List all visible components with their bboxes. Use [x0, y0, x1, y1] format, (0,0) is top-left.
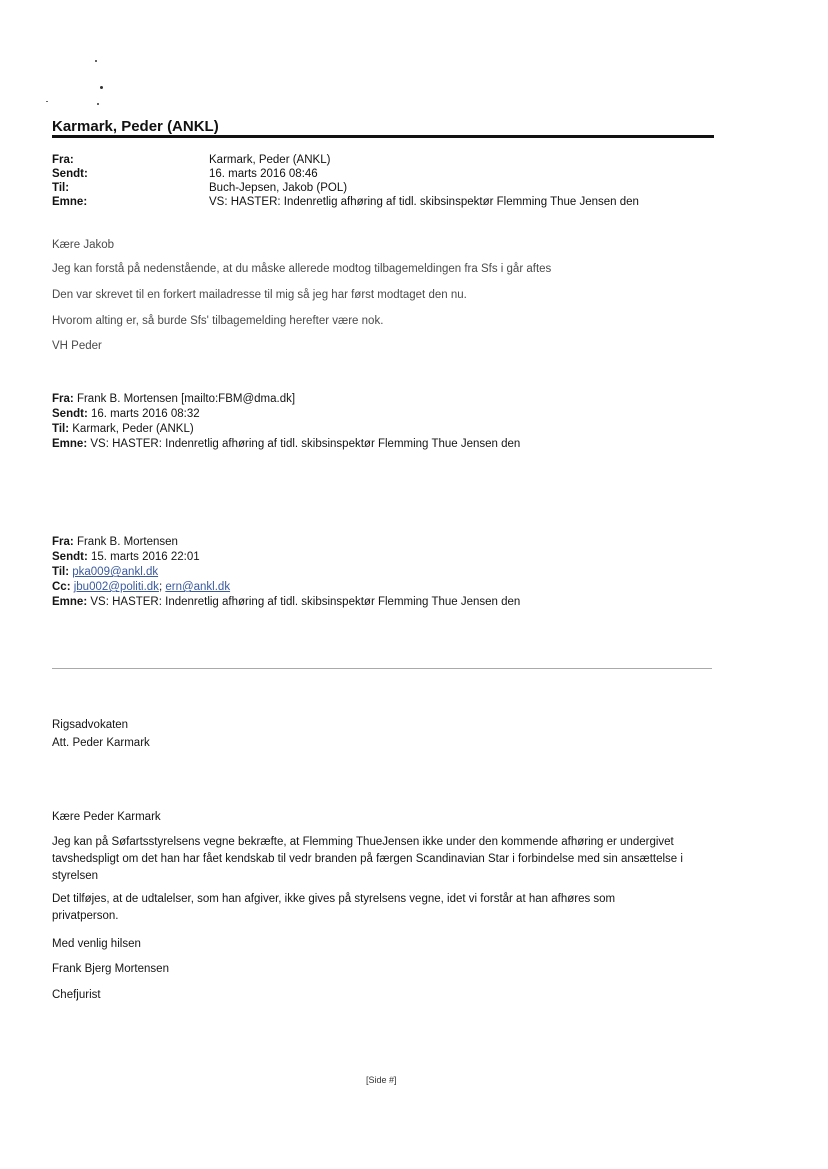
header-label: Emne: [52, 196, 88, 208]
letter-salutation: Kære Peder Karmark [52, 811, 161, 823]
field-label: Til: [52, 566, 70, 578]
letter-sender-name: Frank Bjerg Mortensen [52, 963, 169, 975]
scan-speck [100, 86, 103, 89]
forward-header-1 [52, 392, 520, 452]
header-sent: 16. marts 2016 08:46 [209, 168, 318, 180]
header-label: Til: [52, 182, 70, 194]
scan-speck [46, 101, 48, 102]
field-label: Til: [52, 423, 70, 435]
to-email-link[interactable]: pka009@ankl.dk [72, 566, 159, 578]
field-label: Emne: [52, 596, 88, 608]
forward-from: Frank B. Mortensen [76, 536, 178, 548]
field-label: Sendt: [52, 551, 88, 563]
cc-email-link[interactable]: jbu002@politi.dk [73, 581, 159, 593]
forward-subject: VS: HASTER: Indenretlig afhøring af tidl. skibsinspektør Flemming Thue Jensen den [90, 438, 521, 450]
document-banner: Karmark, Peder (ANKL) [52, 118, 219, 135]
reply-line: Hvorom alting er, så burde Sfs' tilbagemelding herefter være nok. [52, 315, 384, 327]
field-label: Fra: [52, 536, 74, 548]
letter-recipient: Rigsadvokaten [52, 719, 129, 731]
field-label: Sendt: [52, 408, 88, 420]
letter-recipient-att: Att. Peder Karmark [52, 737, 150, 749]
letter-closing: Med venlig hilsen [52, 938, 141, 950]
scan-speck [95, 60, 97, 62]
forward-sent: 16. marts 2016 08:32 [90, 408, 200, 420]
page-footer: [Side #] [366, 1075, 397, 1085]
message-divider [52, 668, 712, 669]
letter-paragraph: Det tilføjes, at de udtalelser, som han afgiver, ikke gives på styrelsens vegne, idet vi forstår at han afhøres som privatperson. [52, 893, 616, 922]
forward-from: Frank B. Mortensen [mailto:FBM@dma.dk] [76, 393, 296, 405]
reply-greeting: Kære Jakob [52, 239, 115, 251]
banner-rule [52, 135, 714, 138]
cc-email-link[interactable]: ern@ankl.dk [165, 581, 231, 593]
field-label: Fra: [52, 393, 74, 405]
reply-signature: VH Peder [52, 340, 102, 352]
header-subject: VS: HASTER: Indenretlig afhøring af tidl. skibsinspektør Flemming Thue Jensen den [209, 196, 639, 208]
forward-header-2 [52, 535, 520, 610]
forward-subject: VS: HASTER: Indenretlig afhøring af tidl. skibsinspektør Flemming Thue Jensen den [90, 596, 521, 608]
letter-paragraph: Jeg kan på Søfartsstyrelsens vegne bekræfte, at Flemming ThueJensen ikke under den kommende afhøring er undergivet tavshedspligt om det han har fået kendskab til vedr branden på færgen Scandinavian Star i forbindelse med sin ansættelse i styrelsen [52, 836, 683, 882]
letter-sender-title: Chefjurist [52, 989, 101, 1001]
cc-separator: ; [158, 581, 163, 593]
header-from: Karmark, Peder (ANKL) [209, 154, 331, 166]
field-label: Emne: [52, 438, 88, 450]
forward-to: Karmark, Peder (ANKL) [72, 423, 194, 435]
field-label: Cc: [52, 581, 71, 593]
forward-sent: 15. marts 2016 22:01 [90, 551, 200, 563]
header-label: Fra: [52, 154, 74, 166]
reply-line: Jeg kan forstå på nedenstående, at du måske allerede modtog tilbagemeldingen fra Sfs i går aftes [52, 263, 552, 275]
scan-speck [97, 103, 99, 105]
reply-line: Den var skrevet til en forkert mailadresse til mig så jeg har først modtaget den nu. [52, 289, 467, 301]
header-to: Buch-Jepsen, Jakob (POL) [209, 182, 348, 194]
header-label: Sendt: [52, 168, 88, 180]
